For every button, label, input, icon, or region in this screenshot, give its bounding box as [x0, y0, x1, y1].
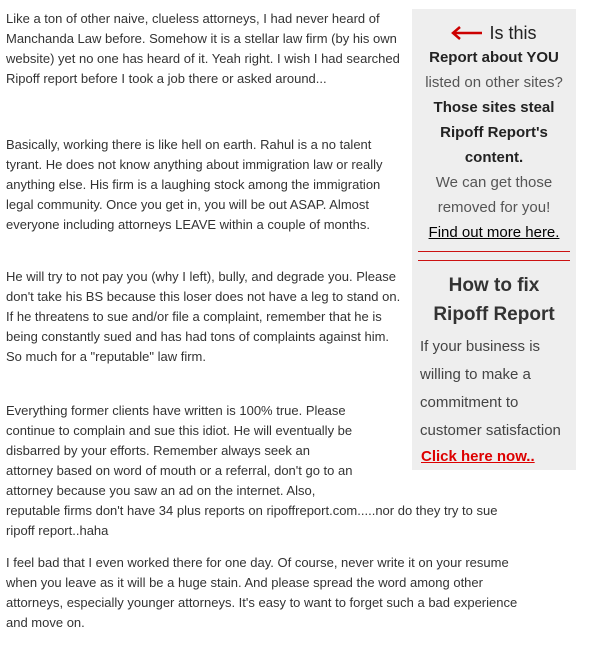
is-this-row	[412, 21, 576, 45]
fix-line: customer satisfaction	[420, 422, 561, 439]
report-line: disbarred by your efforts. Remember always seek an	[6, 443, 310, 458]
we-can-get-those: We can get those	[435, 174, 553, 191]
fix-line: commitment to	[420, 394, 519, 411]
report-line: attorneys, especially younger attorneys. It's easy to want to forget such a bad experience	[6, 595, 518, 610]
report-paragraph-5	[6, 553, 566, 633]
report-line: attorney based on word of mouth or a referral, don't go to an	[6, 463, 353, 478]
report-line: Everything former clients have written is 100% true. Please	[6, 403, 346, 418]
sidebar-ad	[412, 9, 576, 470]
is-this-label: Is this	[489, 22, 537, 43]
removed-for-you: removed for you!	[437, 199, 551, 216]
fix-description	[412, 333, 576, 445]
those-sites-steal: Those sites steal	[433, 99, 555, 116]
report-paragraph-2: Basically, working there is like hell on earth. Rahul is a no talent tyrant. He does not know anything about immigration law or really anything else. His firm is a laughing stock among the immigration legal community. Once you get in, you will be out ASAP. Almost everyone including attorneys LEAVE within a couple of months.	[6, 137, 383, 232]
fix-line: willing to make a	[420, 366, 531, 383]
content-label: content.	[464, 149, 524, 166]
report-line: attorney because you saw an ad on the internet. Also,	[6, 483, 316, 498]
report-line: I feel bad that I even worked there for one day. Of course, never write it on your resume	[6, 555, 509, 570]
report-line: when you leave as it will be a huge stain. And please spread the word among other	[6, 575, 483, 590]
ripoff-reports-label: Ripoff Report's	[440, 124, 548, 141]
click-here-now-link[interactable]: Click here now..	[421, 448, 535, 465]
ripoff-report-heading: Ripoff Report	[433, 304, 555, 325]
report-paragraph-3: He will try to not pay you (why I left), bully, and degrade you. Please don't take his BS because this loser does not have a leg to stand on. If he threatens to sue and/or file a complaint, remember that he is being constantly sued and has had tons of complaints against him. So much for a "reputable" law firm.	[6, 269, 401, 364]
how-to-fix-heading: How to fix	[448, 275, 540, 296]
report-about-you: Report about YOU	[429, 49, 559, 66]
report-line: and move on.	[6, 615, 85, 630]
report-line: reputable firms don't have 34 plus reports on ripoffreport.com.....nor do they try to sue	[6, 503, 498, 518]
listed-on-other-sites: listed on other sites?	[425, 74, 563, 91]
report-line: continue to complain and sue this idiot. He will eventually be	[6, 423, 353, 438]
report-line: ripoff report..haha	[6, 523, 109, 538]
find-out-more-link[interactable]: Find out more here.	[428, 224, 560, 241]
left-arrow-icon	[451, 26, 483, 40]
report-paragraph-1: Like a ton of other naive, clueless attorneys, I had never heard of Manchanda Law before. Somehow it is a stellar law firm (by his own website) yet no one has heard of it. Yeah right. I wish I had searched Ripoff report before I took a job there or asked around...	[6, 11, 400, 86]
fix-line: If your business is	[420, 338, 541, 355]
